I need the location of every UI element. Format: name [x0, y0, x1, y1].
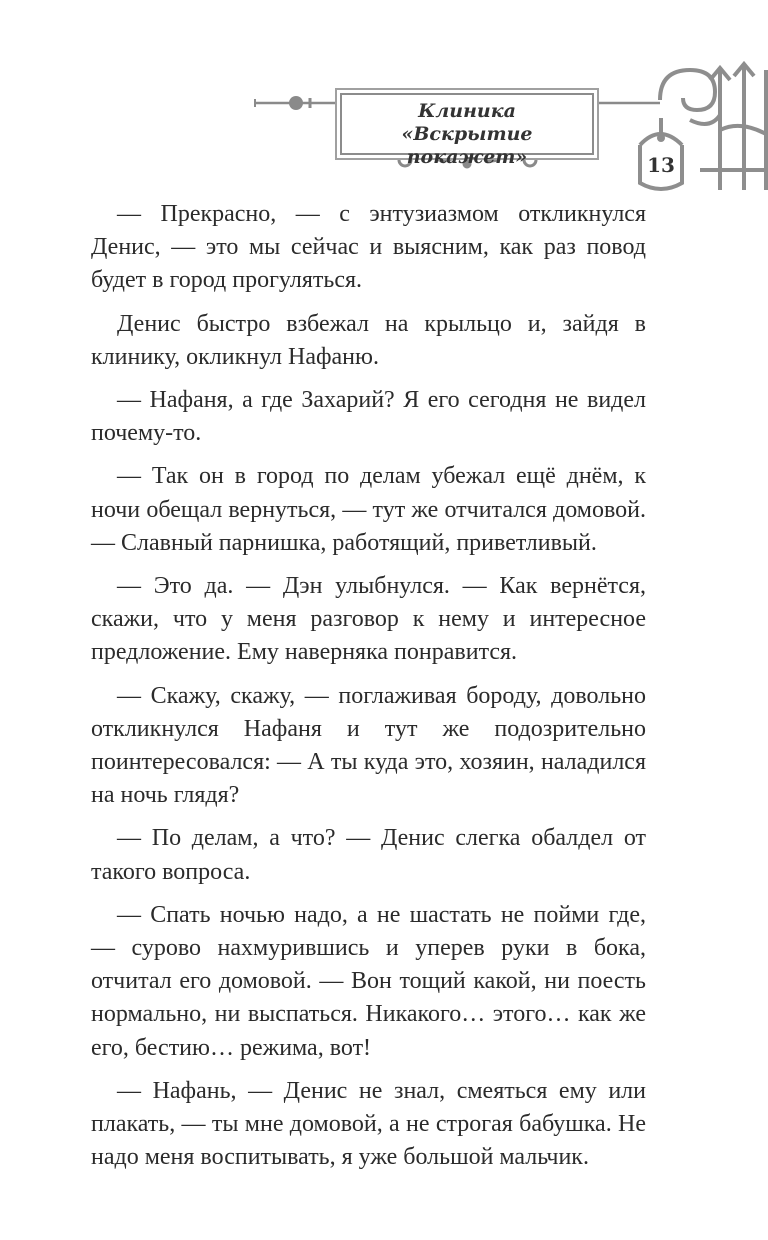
- paragraph: — Это да. — Дэн улыбнулся. — Как вернётся, скажи, что у меня разговор к нему и интересное предложение. Ему наверняка понравится.: [91, 573, 646, 666]
- paragraph: Денис быстро взбежал на крыльцо и, зайдя в клинику, окликнул Нафаню.: [91, 310, 646, 370]
- page-number: 13: [647, 153, 675, 177]
- running-header-line1: Клиника: [418, 100, 516, 122]
- paragraph: — Скажу, скажу, — поглаживая бороду, довольно откликнулся Нафаня и тут же подозрительно поинтересовался: — А ты куда это, хозяин, наладился на ночь глядя?: [91, 682, 646, 809]
- paragraph: — Нафаня, а где Захарий? Я его сегодня не видел почему-то.: [91, 387, 646, 447]
- running-header-line2: «Вскрытие покажет»: [401, 123, 533, 168]
- lantern-knob: [657, 134, 665, 142]
- paragraph: — Спать ночью надо, а не шастать не пойми где, — сурово нахмурившись и уперев руки в бока, отчитал его домовой. — Вон тощий какой, ни поесть нормально, ни выспаться. Никакого… этого… как же его, бестию… режима, вот!: [91, 901, 646, 1061]
- paragraph: — По делам, а что? — Денис слегка обалдел от такого вопроса.: [91, 825, 646, 885]
- header-rule-knob: [289, 96, 303, 110]
- paragraph: — Прекрасно, — с энтузиазмом откликнулся Денис, — это мы сейчас и выясним, как раз повод будет в город прогуляться.: [91, 201, 646, 294]
- paragraph: — Так он в город по делам убежал ещё днём, к ночи обещал вернуться, — тут же отчитался домовой. — Славный парнишка, работящий, приветливый.: [91, 463, 646, 556]
- body-text: [91, 198, 646, 1174]
- paragraph: — Нафань, — Денис не знал, смеяться ему или плакать, — ты мне домовой, а не строгая бабушка. Не надо меня воспитывать, я уже большой мальчик.: [91, 1077, 646, 1171]
- running-header: [340, 93, 594, 168]
